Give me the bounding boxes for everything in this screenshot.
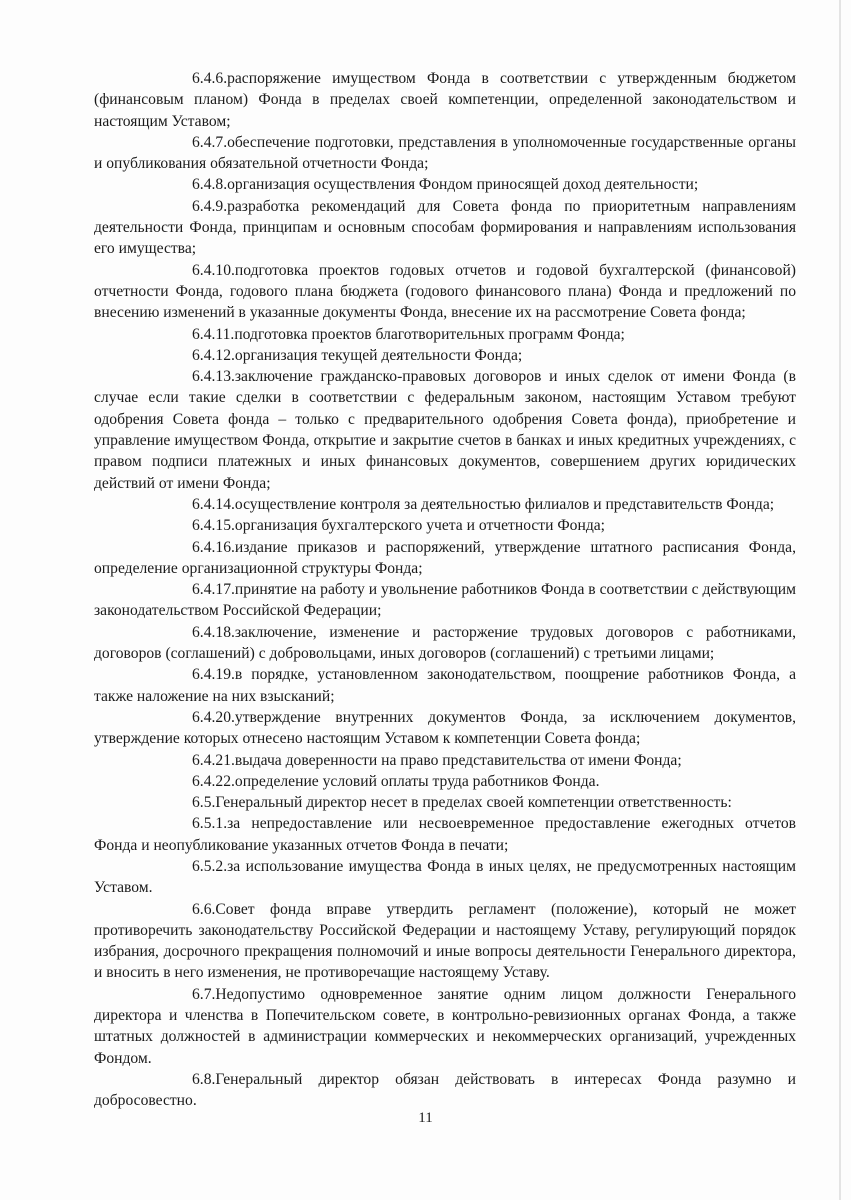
- clause-paragraph: [94, 664, 796, 707]
- clause-number: 6.4.11.: [192, 325, 235, 343]
- clause-number: 6.4.12.: [192, 346, 235, 364]
- clause-number: 6.4.8.: [192, 176, 228, 194]
- clause-number: 6.5.2.: [192, 857, 228, 875]
- clause-paragraph: [94, 324, 796, 345]
- clause-paragraph: [94, 132, 796, 175]
- clause-paragraph: [94, 1069, 796, 1112]
- clause-text: издание приказов и распоряжений, утверждение штатного расписания Фонда, определение организационной структуры Фонда;: [94, 538, 796, 577]
- clause-paragraph: [94, 196, 796, 260]
- clause-number: 6.4.9.: [192, 197, 228, 215]
- clause-paragraph: [94, 771, 796, 792]
- clause-number: 6.4.19.: [192, 666, 235, 684]
- clause-text: Генеральный директор несет в пределах своей компетенции ответственность:: [215, 794, 732, 812]
- clause-text: заключение гражданско-правовых договоров и иных сделок от имени Фонда (в случае если такие сделки в соответствии с федеральным законом, настоящим Уставом требуют одобрения Совета фонда – только с предварительного одобрения Совета фонда), приобретение и управление имуществом Фонда, открытие и закрытие счетов в банках и иных кредитных учреждениях, с правом подписи платежных и иных финансовых документов, совершением других юридических действий от имени Фонда;: [94, 368, 796, 492]
- page-number: 11: [418, 1110, 433, 1126]
- clause-paragraph: [94, 68, 796, 132]
- clause-text: организация осуществления Фондом приносящей доход деятельности;: [227, 176, 699, 194]
- clause-text: выдача доверенности на право представительства от имени Фонда;: [234, 751, 682, 769]
- clause-paragraph: [94, 856, 796, 899]
- clause-number: 6.5.: [192, 794, 216, 812]
- clause-text: за использование имущества Фонда в иных целях, не предусмотренных настоящим Уставом.: [94, 857, 796, 897]
- clause-paragraph: [94, 366, 796, 494]
- clause-number: 6.4.18.: [192, 623, 235, 641]
- clause-number: 6.6.: [192, 900, 216, 918]
- clause-number: 6.8.: [192, 1070, 216, 1088]
- clause-number: 6.4.15.: [192, 517, 235, 535]
- clause-text: организация текущей деятельности Фонда;: [234, 346, 523, 364]
- clause-paragraph: [94, 899, 796, 984]
- clause-number: 6.7.: [192, 985, 216, 1003]
- clause-number: 6.5.1.: [192, 815, 228, 833]
- clause-text: подготовка проектов годовых отчетов и годовой бухгалтерской (финансовой) отчетности Фонда, годового плана бюджета (годового финансового плана) Фонда и предложений по внесению изменений в указанные документы Фонда, внесение их на рассмотрение Совета фонда;: [94, 261, 796, 322]
- clause-text: за непредоставление или несвоевременное предоставление ежегодных отчетов Фонда и неопубликование указанных отчетов Фонда в печати;: [94, 815, 796, 854]
- clause-number: 6.4.16.: [192, 538, 235, 556]
- clause-number: 6.4.22.: [192, 772, 235, 790]
- clause-paragraph: [94, 750, 796, 771]
- clause-text: осуществление контроля за деятельностью филиалов и представительств Фонда;: [234, 495, 775, 513]
- clause-number: 6.4.10.: [192, 261, 235, 279]
- clause-paragraph: [94, 260, 796, 324]
- clause-paragraph: [94, 984, 796, 1069]
- clause-text: Недопустимо одновременное занятие одним лицом должности Генерального директора и членства в Попечительском совете, в контрольно-ревизионных органах Фонда, а также штатных должностей в администрации коммерческих и некоммерческих организаций, учрежденных Фондом.: [94, 985, 796, 1067]
- clause-text: утверждение внутренних документов Фонда, за исключением документов, утверждение которых отнесено настоящим Уставом к компетенции Совета фонда;: [94, 708, 796, 748]
- clause-number: 6.4.13.: [192, 368, 235, 386]
- clause-text: в порядке, установленном законодательством, поощрение работников Фонда, а также наложение на них взысканий;: [94, 666, 796, 705]
- clause-paragraph: [94, 622, 796, 665]
- scan-edge: [839, 0, 841, 1200]
- clause-text: определение условий оплаты труда работников Фонда.: [234, 772, 600, 790]
- clause-text: организация бухгалтерского учета и отчетности Фонда;: [234, 517, 606, 535]
- clause-paragraph: [94, 494, 796, 515]
- clause-text: разработка рекомендаций для Совета фонда по приоритетным направлениям деятельности Фонда, принципам и основным способам формирования и направлениям использования его имущества;: [94, 197, 796, 258]
- clause-text: заключение, изменение и расторжение трудовых договоров с работниками, договоров (соглашений) с добровольцами, иных договоров (соглашений) с третьими лицами;: [94, 623, 796, 663]
- clause-number: 6.4.6.: [192, 70, 228, 87]
- clause-paragraph: [94, 792, 796, 813]
- clause-number: 6.4.21.: [192, 751, 235, 769]
- clause-paragraph: [94, 537, 796, 580]
- clause-paragraph: [94, 174, 796, 195]
- clause-text: обеспечение подготовки, представления в уполномоченные государственные органы и опубликования обязательной отчетности Фонда;: [94, 133, 796, 173]
- clause-paragraph: [94, 345, 796, 366]
- clause-number: 6.4.20.: [192, 708, 235, 726]
- clause-text: подготовка проектов благотворительных программ Фонда;: [234, 325, 625, 343]
- document-body: [94, 68, 796, 1112]
- clause-paragraph: [94, 515, 796, 536]
- clause-text: Генеральный директор обязан действовать в интересах Фонда разумно и добросовестно.: [94, 1070, 796, 1110]
- clause-number: 6.4.7.: [192, 133, 228, 151]
- clause-paragraph: [94, 813, 796, 856]
- clause-paragraph: [94, 579, 796, 622]
- clause-paragraph: [94, 707, 796, 750]
- clause-number: 6.4.14.: [192, 495, 235, 513]
- clause-text: Совет фонда вправе утвердить регламент (положение), который не может противоречить законодательству Российской Федерации и настоящему Уставу, регулирующий порядок избрания, досрочного прекращения полномочий и иные вопросы деятельности Генерального директора, и вносить в него изменения, не противоречащие настоящему Уставу.: [94, 900, 796, 982]
- clause-text: распоряжение имуществом Фонда в соответствии с утвержденным бюджетом (финансовым планом) Фонда в пределах своей компетенции, определенной законодательством и настоящим Уставом;: [94, 70, 796, 130]
- clause-text: принятие на работу и увольнение работников Фонда в соответствии с действующим законодательством Российской Федерации;: [94, 581, 796, 620]
- clause-number: 6.4.17.: [192, 581, 235, 599]
